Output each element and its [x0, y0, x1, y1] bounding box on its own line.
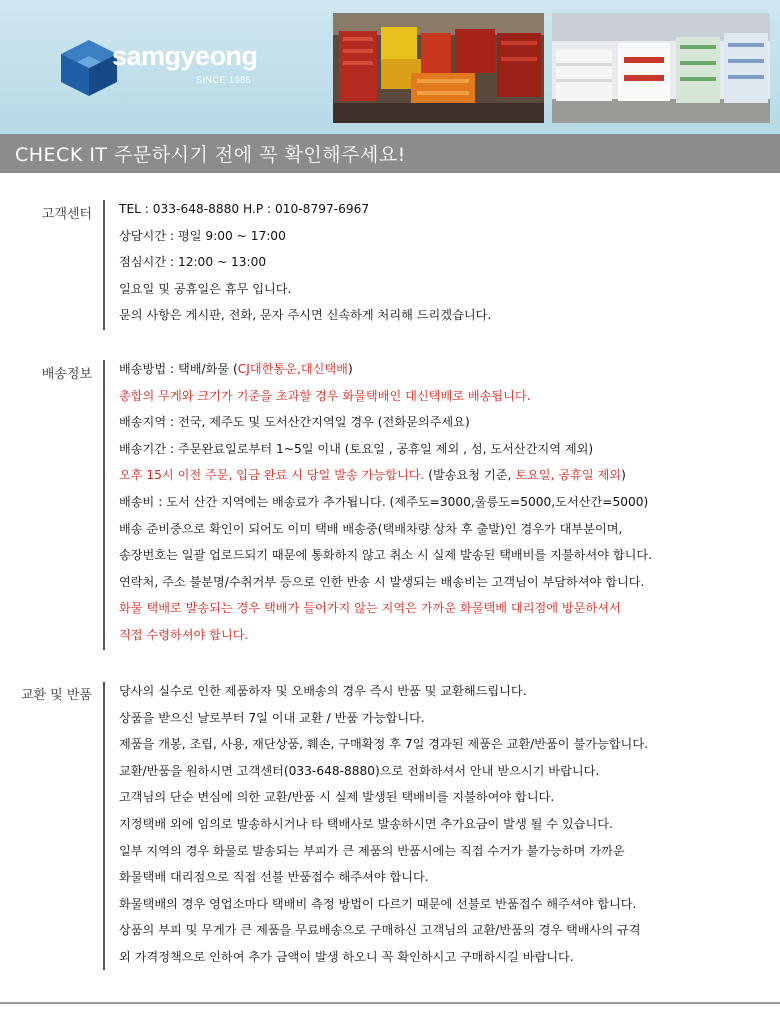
info-line: 송장번호는 일괄 업로드되기 때문에 통화하지 않고 취소 시 실제 발송된 택배비를 지불하셔야 합니다. — [119, 548, 653, 563]
section-divider — [103, 200, 105, 330]
highlight-text: CJ대한통운,대신택배 — [237, 362, 348, 376]
info-line: 상품의 부피 및 무게가 큰 제품을 무료배송으로 구매하신 고객님의 교환/반품의 경우 택배사의 규격 — [119, 923, 641, 938]
info-line: 배송비 : 도서 산간 지역에는 배송료가 추가됩니다. (제주도=3000,울릉도=5000,도서산간=5000) — [119, 495, 649, 509]
highlight-text: 토요일, 공휴일 제외 — [515, 468, 622, 483]
info-line: 일요일 및 공휴일은 휴무 입니다. — [119, 281, 292, 296]
info-line: 지정택배 외에 임의로 발송하시거나 타 택배사로 발송하시면 추가요금이 발생 될 수 있습니다. — [119, 817, 613, 831]
info-line: 제품을 개봉, 조립, 사용, 재단상품, 훼손, 구매확정 후 7일 경과된 제품은 교환/반품이 불가능합니다. — [119, 737, 648, 752]
section-divider — [103, 682, 105, 970]
info-line: 총합의 무게와 크기가 기준을 초과할 경우 화물택배인 대신택배로 배송됩니다. — [119, 388, 531, 403]
info-line: 배송기간 : 주문완료일로부터 1~5일 이내 (토요일 , 공휴일 제외 , 섬, 도서산간지역 제외) — [119, 441, 594, 456]
info-line: 고객님의 단순 변심에 의한 교환/반품 시 실제 발생된 택배비를 지불하여야 합니다. — [119, 790, 555, 805]
info-text: 배송방법 : 택배/화물 ( — [119, 362, 238, 376]
info-line — [119, 466, 626, 492]
section-label: 고객센터 — [41, 207, 92, 222]
header-banner — [0, 0, 780, 134]
check-it-bar — [0, 134, 780, 173]
brand-since: SINCE 1986 — [196, 75, 252, 85]
section-divider — [103, 360, 105, 650]
info-line: 화물택배 대리점으로 직접 선불 반품접수 해주셔야 합니다. — [119, 870, 429, 885]
info-line: 문의 사항은 게시판, 전화, 문자 주시면 신속하게 처리해 드리겠습니다. — [119, 308, 492, 323]
info-line: 화물택배의 경우 영업소마다 택배비 측정 방법이 다르기 때문에 선불로 반품접수 해주셔야 합니다. — [119, 896, 637, 911]
check-it-title: CHECK IT 주문하시기 전에 꼭 확인해주세요! — [15, 144, 406, 166]
info-line: 직접 수령하셔야 합니다. — [119, 628, 249, 642]
warehouse-photo-stacks — [552, 13, 770, 123]
info-line: TEL : 033-648-8880 H.P : 010-8797-6967 — [119, 202, 370, 216]
section-label: 배송정보 — [41, 367, 92, 382]
info-text: ) — [621, 468, 626, 483]
info-text: ) — [347, 362, 353, 376]
info-line: 화물 택배로 발송되는 경우 택배가 들어가지 않는 지역은 가까운 화물택배 대리점에 방문하셔서 — [119, 601, 621, 616]
info-text: (발송요청 기준, — [424, 468, 516, 483]
info-line: 점심시간 : 12:00 ~ 13:00 — [119, 255, 267, 270]
brand-name: samgyeong — [112, 41, 258, 71]
info-line: 연락처, 주소 불분명/수취거부 등으로 인한 반송 시 발생되는 배송비는 고객님이 부담하셔야 합니다. — [119, 574, 645, 589]
warehouse-photo-bags — [333, 13, 544, 123]
info-line: 외 가격정책으로 인하여 추가 금액이 발생 하오니 꼭 확인하시고 구매하시길 바랍니다. — [119, 950, 574, 964]
info-line: 당사의 실수로 인한 제품하자 및 오배송의 경우 즉시 반품 및 교환해드립니다. — [119, 684, 527, 698]
info-line: 교환/반품을 원하시면 고객센터(033-648-8880)으로 전화하셔서 안내 받으시기 바랍니다. — [119, 763, 600, 778]
info-line: 배송 준비중으로 확인이 되어도 이미 택배 배송중(택배차량 상차 후 출발)인 경우가 대부분이며, — [119, 521, 623, 536]
bottom-divider — [0, 1002, 780, 1004]
highlight-text: 오후 15시 이전 주문, 입금 완료 시 당일 발송 가능합니다. — [119, 468, 425, 483]
section-label: 교환 및 반품 — [20, 688, 92, 703]
info-line: 일부 지역의 경우 화물로 발송되는 부피가 큰 제품의 반품시에는 직접 수거가 불가능하며 가까운 — [119, 843, 625, 858]
info-line: 상품을 받으신 날로부터 7일 이내 교환 / 반품 가능합니다. — [119, 710, 425, 725]
info-line — [119, 360, 353, 386]
info-line: 배송지역 : 전국, 제주도 및 도서산간지역일 경우 (전화문의주세요) — [119, 415, 470, 430]
info-line: 상담시간 : 평일 9:00 ~ 17:00 — [119, 228, 286, 243]
